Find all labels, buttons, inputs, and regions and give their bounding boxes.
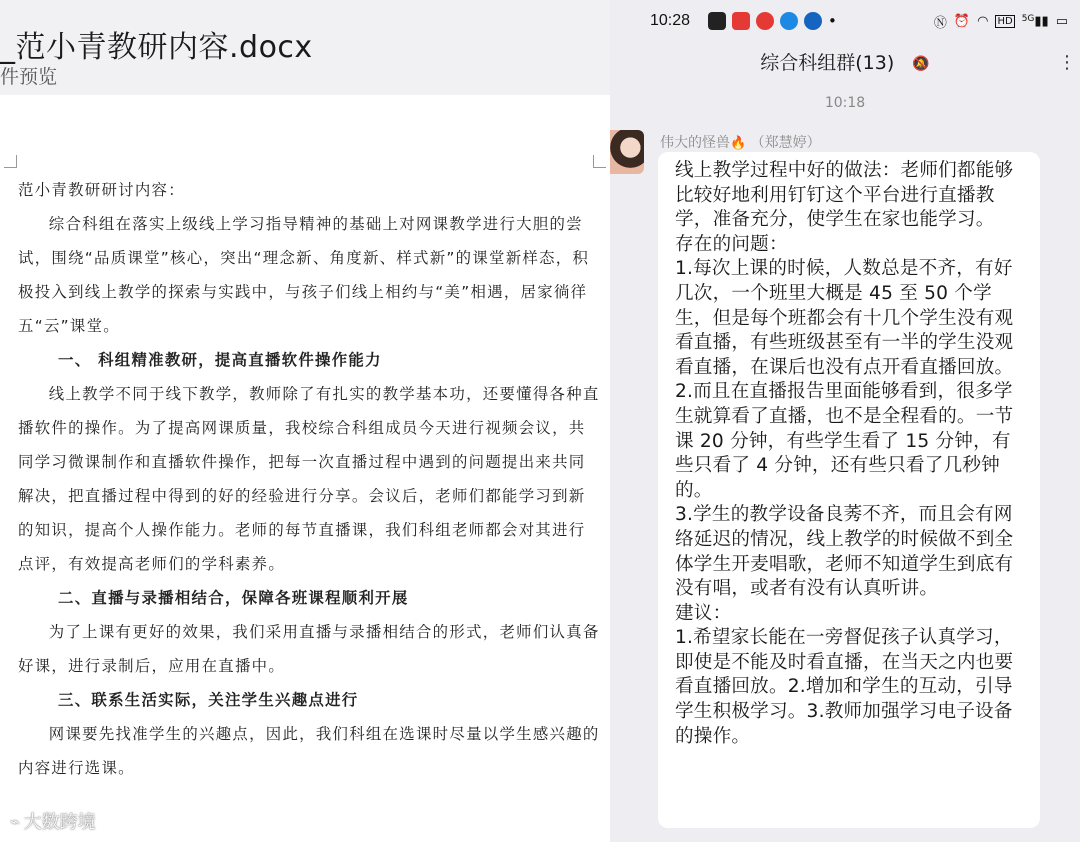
message-line: 3.学生的教学设备良莠不齐，而且会有网络延迟的情况，线上教学的时候做不到全体学生开麦唱歌，老师不知道学生到底有没有唱，或者有没有认真听讲。	[675, 504, 1014, 600]
wifi-icon: ◠	[977, 14, 989, 29]
doc-section-heading: 三、联系生活实际，关注学生兴趣点进行	[58, 691, 359, 709]
message-bubble[interactable]	[658, 152, 1040, 828]
document-title: _范小青教研内容.docx	[0, 30, 313, 65]
watermark	[10, 808, 96, 834]
more-options-icon[interactable]: ⋮	[1058, 52, 1076, 73]
status-app-icons	[708, 12, 837, 30]
toutiao-app-icon	[732, 12, 750, 30]
mute-bell-icon: 🔕	[912, 55, 930, 72]
message-line: 存在的问题：	[675, 233, 788, 255]
document-header	[0, 0, 610, 95]
chat-title[interactable]: 综合科组群(13)	[760, 52, 895, 74]
chat-header	[610, 48, 1080, 82]
play-app-icon	[708, 12, 726, 30]
doc-section-heading: 二、直播与录播相结合，保障各班课程顺利开展	[58, 589, 409, 607]
fire-icon: 🔥	[730, 136, 747, 151]
nfc-icon: Ⓝ	[933, 16, 947, 31]
doc-paragraph: 综合科组在落实上级线上学习指导精神的基础上对网课教学进行大胆的尝试，围绕“品质课堂”核心，突出“理念新、角度新、样式新”的课堂新样态，积极投入到线上教学的探索与实践中，与孩子们线上相约与“美”相遇，居家徜徉五“云”课堂。	[18, 215, 590, 335]
doc-paragraph: 网课要先找准学生的兴趣点，因此，我们科组在选课时尽量以学生感兴趣的内容进行选课。	[18, 725, 600, 777]
message-line: 1.每次上课的时候，人数总是不齐，有好几次，一个班里大概是 45 至 50 个学生，但是每个班都会有十几个学生没有观看直播，有些班级甚至有一半的学生没观看直播，在课后也没有点开看直播回放。	[675, 258, 1014, 378]
signal-icon: 5G▮▮	[1021, 14, 1049, 29]
doc-paragraph: 范小青教研研讨内容：	[18, 181, 185, 199]
red-app-icon	[756, 12, 774, 30]
hd-icon: HD	[997, 16, 1013, 27]
message-line: 建议：	[675, 602, 732, 624]
watermark-text: 大数跨境	[23, 812, 96, 833]
more-notifications-icon: •	[828, 12, 837, 30]
document-subtitle: 件预览	[0, 66, 58, 88]
sender-avatar[interactable]	[610, 130, 644, 174]
document-body	[18, 173, 600, 785]
document-page[interactable]	[0, 95, 610, 842]
sender-name: 伟大的怪兽	[660, 135, 730, 151]
sender-name-row	[660, 132, 821, 152]
blue-app-icon	[780, 12, 798, 30]
page-corner-mark	[4, 155, 17, 168]
page-corner-mark	[593, 155, 606, 168]
sender-note: （郑慧婷）	[750, 135, 821, 151]
status-time: 10:28	[650, 12, 691, 29]
message-line: 线上教学过程中好的做法：老师们都能够比较好地利用钉钉这个平台进行直播教学，准备充分，使学生在家也能学习。	[675, 160, 1014, 231]
alarm-icon: ⏰	[953, 14, 971, 29]
doc-paragraph: 线上教学不同于线下教学，教师除了有扎实的教学基本功，还要懂得各种直播软件的操作。为了提高网课质量，我校综合科组成员今天进行视频会议，共同学习微课制作和直播软件操作，把每一次直播过程中遇到的问题提出来共同解决，把直播过程中得到的好的经验进行分享。会议后，老师们都能学习到新的知识，提高个人操作能力。老师的每节直播课，我们科组老师都会对其进行点评，有效提高老师们的学科素养。	[18, 385, 600, 573]
message-line: 2.而且在直播报告里面能够看到，很多学生就算看了直播，也不是全程看的。一节课 20 分钟，有些学生看了 15 分钟，有些只看了 4 分钟，还有些只看了几秒钟的。	[675, 381, 1014, 501]
chat-timestamp: 10:18	[824, 95, 866, 111]
message-line: 1.希望家长能在一旁督促孩子认真学习，即使是不能及时看直播，在当天之内也要看直播回放。2.增加和学生的互动，引导学生积极学习。3.教师加强学习电子设备的操作。	[675, 627, 1014, 747]
status-indicators	[934, 12, 1068, 31]
doc-section-heading: 一、 科组精准教研，提高直播软件操作能力	[58, 351, 382, 369]
chat-pane	[610, 0, 1080, 842]
watermark-logo-icon: ⌁	[10, 811, 20, 831]
status-bar	[610, 0, 1080, 44]
battery-icon: ▭	[1055, 14, 1068, 29]
browser-app-icon	[804, 12, 822, 30]
doc-paragraph: 为了上课有更好的效果，我们采用直播与录播相结合的形式，老师们认真备好课，进行录制后，应用在直播中。	[18, 623, 600, 675]
